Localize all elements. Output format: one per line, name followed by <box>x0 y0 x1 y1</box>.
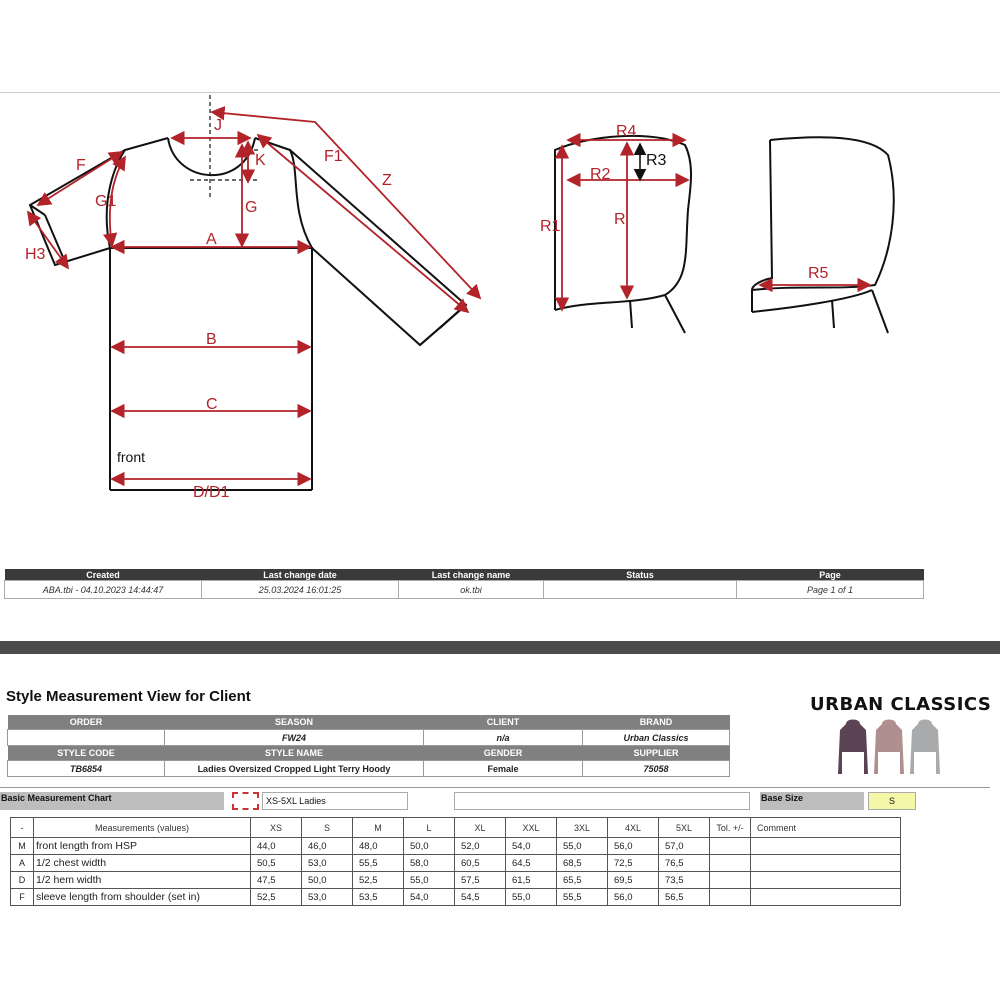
col-key: - <box>11 818 34 838</box>
measurement-header-row <box>11 818 901 838</box>
cell-xl: 60,5 <box>455 855 506 872</box>
table-row <box>11 872 901 889</box>
page-separator <box>0 641 1000 654</box>
meta-header-page: Page <box>737 569 924 581</box>
col-m: M <box>353 818 404 838</box>
cell-s: 53,0 <box>302 889 353 906</box>
cell-3xl: 68,5 <box>557 855 608 872</box>
client-header: CLIENT <box>424 715 583 730</box>
cell-5xl: 76,5 <box>659 855 710 872</box>
gender-value: Female <box>424 761 583 777</box>
supplier-header: SUPPLIER <box>583 746 730 761</box>
season-header: SEASON <box>165 715 424 730</box>
label-a: A <box>206 231 217 248</box>
front-label: front <box>117 449 146 465</box>
cell-m: 52,5 <box>353 872 404 889</box>
cell-3xl: 55,0 <box>557 838 608 855</box>
meta-created: ABA.tbi - 04.10.2023 14:44:47 <box>5 581 202 599</box>
meta-last-change-name: ok.tbi <box>399 581 544 599</box>
cell-comment <box>751 838 901 855</box>
label-f1: F1 <box>324 148 343 165</box>
hoodie-thumbnails <box>834 716 946 778</box>
cell-l: 50,0 <box>404 838 455 855</box>
cell-xl: 54,5 <box>455 889 506 906</box>
section-divider <box>0 787 990 788</box>
hoodie-thumb-3 <box>910 720 940 775</box>
row-measurement-name: 1/2 hem width <box>34 872 251 889</box>
row-key: M <box>11 838 34 855</box>
cell-xs: 44,0 <box>251 838 302 855</box>
cell-comment <box>751 889 901 906</box>
meta-header-created: Created <box>5 569 202 581</box>
cell-l: 58,0 <box>404 855 455 872</box>
cell-s: 46,0 <box>302 838 353 855</box>
cell-5xl: 57,0 <box>659 838 710 855</box>
cell-xl: 57,5 <box>455 872 506 889</box>
cell-xs: 50,5 <box>251 855 302 872</box>
sweater-outline <box>30 138 466 490</box>
cell-tolerance <box>710 872 751 889</box>
cell-m: 55,5 <box>353 855 404 872</box>
empty-field[interactable] <box>454 792 750 810</box>
cell-4xl: 69,5 <box>608 872 659 889</box>
cell-xs: 52,5 <box>251 889 302 906</box>
col-s: S <box>302 818 353 838</box>
base-size-label: Base Size <box>760 792 864 810</box>
label-g: G <box>245 199 258 216</box>
cell-xxl: 54,0 <box>506 838 557 855</box>
meta-header-last-change-name: Last change name <box>399 569 544 581</box>
season-value: FW24 <box>165 730 424 746</box>
cell-4xl: 56,0 <box>608 838 659 855</box>
style-code-value: TB6854 <box>8 761 165 777</box>
row-key: F <box>11 889 34 906</box>
col-3xl: 3XL <box>557 818 608 838</box>
order-header: ORDER <box>8 715 165 730</box>
col-xs: XS <box>251 818 302 838</box>
measurement-table <box>10 817 901 906</box>
cell-3xl: 65,5 <box>557 872 608 889</box>
cell-m: 53,5 <box>353 889 404 906</box>
gender-header: GENDER <box>424 746 583 761</box>
cell-tolerance <box>710 889 751 906</box>
col-4xl: 4XL <box>608 818 659 838</box>
brand-logo: URBAN CLASSICS <box>810 694 992 715</box>
label-r: R <box>614 211 626 228</box>
label-k: K <box>255 152 266 169</box>
meta-status <box>544 581 737 599</box>
cell-m: 48,0 <box>353 838 404 855</box>
style-code-header: STYLE CODE <box>8 746 165 761</box>
row-key: D <box>11 872 34 889</box>
label-r5: R5 <box>808 265 829 282</box>
col-l: L <box>404 818 455 838</box>
meta-header-last-change-date: Last change date <box>202 569 399 581</box>
meta-last-change-date: 25.03.2024 16:01:25 <box>202 581 399 599</box>
cell-xxl: 61,5 <box>506 872 557 889</box>
cell-xxl: 55,0 <box>506 889 557 906</box>
cell-s: 50,0 <box>302 872 353 889</box>
label-r1: R1 <box>540 218 561 235</box>
hoodie-thumb-2 <box>874 720 904 775</box>
row-measurement-name: sleeve length from shoulder (set in) <box>34 889 251 906</box>
col-comment: Comment <box>751 818 901 838</box>
label-z: Z <box>382 172 392 189</box>
brand-header: BRAND <box>583 715 730 730</box>
cell-xs: 47,5 <box>251 872 302 889</box>
col-xxl: XXL <box>506 818 557 838</box>
brand-value: Urban Classics <box>583 730 730 746</box>
label-r4: R4 <box>616 123 637 140</box>
cell-tolerance <box>710 838 751 855</box>
row-measurement-name: front length from HSP <box>34 838 251 855</box>
row-key: A <box>11 855 34 872</box>
cell-tolerance <box>710 855 751 872</box>
basic-measurement-chart-label: Basic Measurement Chart <box>0 792 224 810</box>
table-row <box>11 855 901 872</box>
order-value <box>8 730 165 746</box>
order-info-table <box>7 715 730 777</box>
table-row <box>11 889 901 906</box>
cell-4xl: 72,5 <box>608 855 659 872</box>
base-size-value[interactable]: S <box>868 792 916 810</box>
cell-5xl: 56,5 <box>659 889 710 906</box>
label-c: C <box>206 396 218 413</box>
cell-comment <box>751 872 901 889</box>
meta-table <box>4 569 924 599</box>
page-title: Style Measurement View for Client <box>6 688 251 705</box>
cell-s: 53,0 <box>302 855 353 872</box>
col-tolerance: Tol. +/- <box>710 818 751 838</box>
style-name-value: Ladies Oversized Cropped Light Terry Hoody <box>165 761 424 777</box>
table-row <box>11 838 901 855</box>
cell-3xl: 55,5 <box>557 889 608 906</box>
cell-5xl: 73,5 <box>659 872 710 889</box>
style-name-header: STYLE NAME <box>165 746 424 761</box>
cell-xl: 52,0 <box>455 838 506 855</box>
col-5xl: 5XL <box>659 818 710 838</box>
col-measurement: Measurements (values) <box>34 818 251 838</box>
label-g1: G1 <box>95 193 117 210</box>
client-value: n/a <box>424 730 583 746</box>
cell-4xl: 56,0 <box>608 889 659 906</box>
label-h3: H3 <box>25 246 46 263</box>
row-measurement-name: 1/2 chest width <box>34 855 251 872</box>
hoodie-thumb-1 <box>838 720 868 775</box>
meta-header-status: Status <box>544 569 737 581</box>
supplier-value: 75058 <box>583 761 730 777</box>
cell-xxl: 64,5 <box>506 855 557 872</box>
label-r2: R2 <box>590 166 611 183</box>
cell-l: 55,0 <box>404 872 455 889</box>
meta-page: Page 1 of 1 <box>737 581 924 599</box>
size-range-marker <box>232 792 259 810</box>
cell-comment <box>751 855 901 872</box>
cell-l: 54,0 <box>404 889 455 906</box>
label-f: F <box>76 157 86 174</box>
size-range-field[interactable]: XS-5XL Ladies <box>262 792 408 810</box>
label-r3: R3 <box>646 152 667 169</box>
col-xl: XL <box>455 818 506 838</box>
label-j: J <box>214 117 222 134</box>
label-dd1: D/D1 <box>193 484 230 501</box>
label-b: B <box>206 331 217 348</box>
